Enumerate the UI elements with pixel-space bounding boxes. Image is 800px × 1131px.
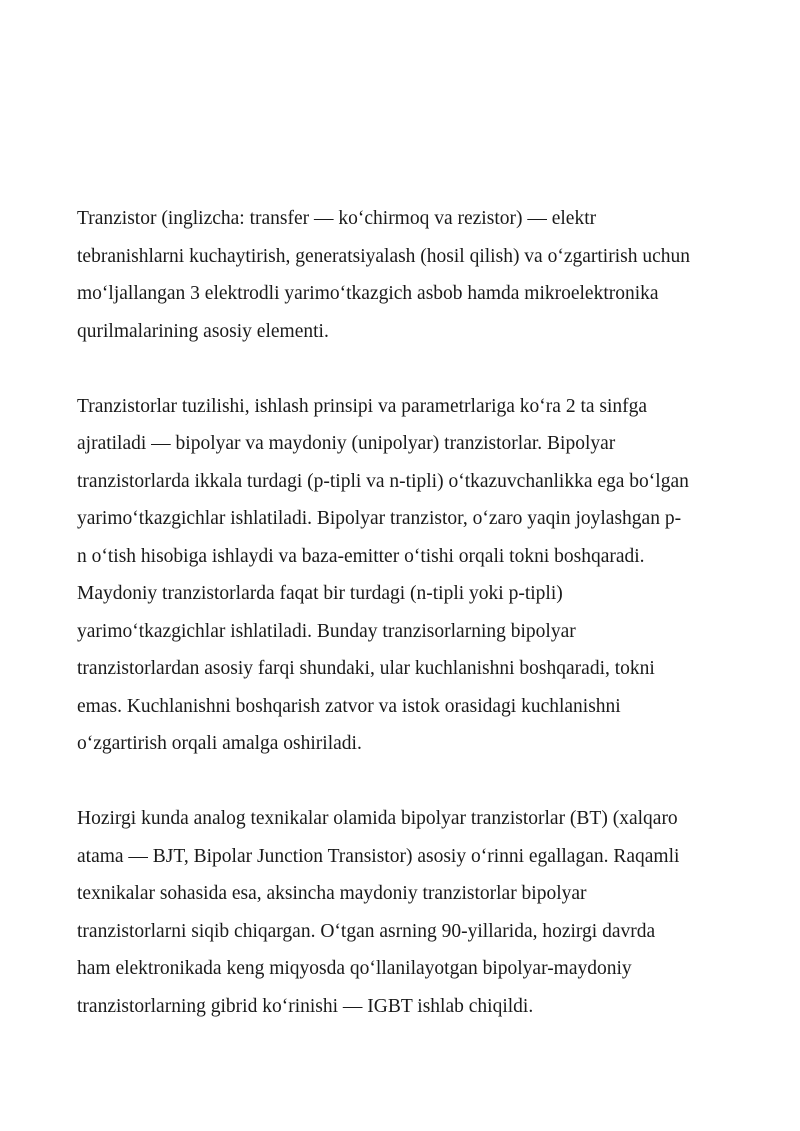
text-line: tranzistorlarda ikkala turdagi (p-tipli va n-tipli) o‘tkazuvchanlikka ega bo‘lgan: [77, 470, 689, 492]
paragraph-3: [77, 800, 757, 1025]
text-line: Tranzistorlar tuzilishi, ishlash prinsipi va parametrlariga ko‘ra 2 ta sinfga: [77, 395, 648, 417]
text-line: tranzistorlardan asosiy farqi shundaki, ular kuchlanishni boshqaradi, tokni: [77, 658, 655, 679]
text-line: yarimo‘tkazgichlar ishlatiladi. Bipolyar tranzistor, o‘zaro yaqin joylashgan p-: [77, 508, 682, 529]
paragraph-2: [77, 388, 757, 763]
text-line: Hozirgi kunda analog texnikalar olamida bipolyar tranzistorlar (BT) (xalqaro: [77, 808, 678, 829]
text-line: o‘zgartirish orqali amalga oshiriladi.: [77, 733, 362, 754]
paragraph-1: [77, 200, 757, 350]
text-line: mo‘ljallangan 3 elektrodli yarimo‘tkazgich asbob hamda mikroelektronika: [77, 283, 659, 304]
text-line: tranzistorlarning gibrid ko‘rinishi — IGBT ishlab chiqildi.: [77, 995, 534, 1017]
text-line: atama — BJT, Bipolar Junction Transistor) asosiy o‘rinni egallagan. Raqamli: [77, 845, 680, 867]
text-line: ajratiladi — bipolyar va maydoniy (unipolyar) tranzistorlar. Bipolyar: [77, 433, 616, 454]
text-line: emas. Kuchlanishni boshqarish zatvor va istok orasidagi kuchlanishni: [77, 695, 621, 717]
text-line: yarimo‘tkazgichlar ishlatiladi. Bunday tranzisorlarning bipolyar: [77, 620, 576, 642]
text-line: tranzistorlarni siqib chiqargan. O‘tgan asrning 90-yillarida, hozirgi davrda: [77, 920, 656, 942]
text-line: tebranishlarni kuchaytirish, generatsiyalash (hosil qilish) va o‘zgartirish uchun: [77, 245, 691, 267]
text-line: qurilmalarining asosiy elementi.: [77, 320, 329, 342]
text-line: Tranzistor (inglizcha: transfer — ko‘chirmoq va rezistor) — elektr: [77, 208, 597, 229]
text-line: n o‘tish hisobiga ishlaydi va baza-emitter o‘tishi orqali tokni boshqaradi.: [77, 545, 645, 567]
text-line: ham elektronikada keng miqyosda qo‘llanilayotgan bipolyar-maydoniy: [77, 958, 632, 979]
document-body: [77, 200, 757, 1025]
text-line: Maydoniy tranzistorlarda faqat bir turdagi (n-tipli yoki p-tipli): [77, 583, 563, 604]
text-line: texnikalar sohasida esa, aksincha maydoniy tranzistorlar bipolyar: [77, 883, 587, 904]
